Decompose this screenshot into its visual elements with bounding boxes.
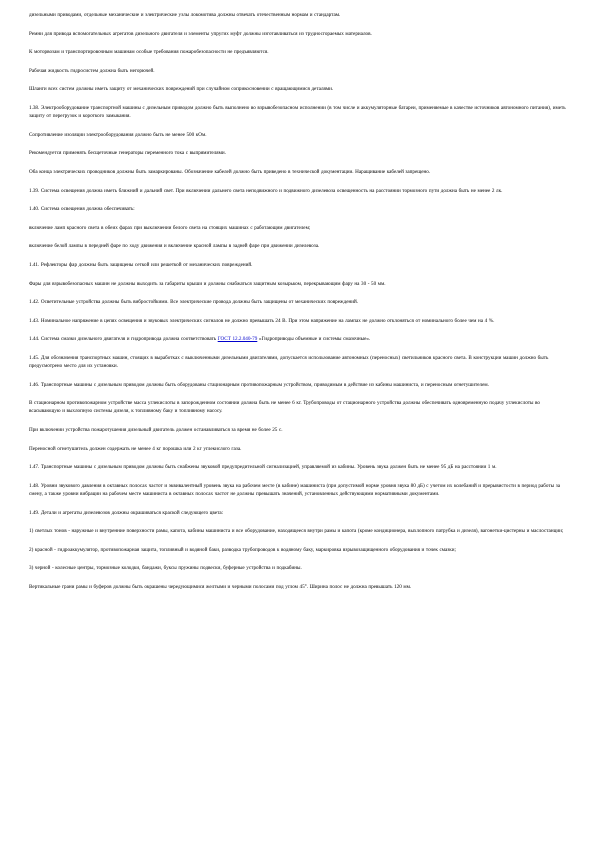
paragraph <box>29 104 567 120</box>
paragraph <box>29 242 567 250</box>
paragraph-text: 1.40. Система освещения должна обеспечивать: <box>29 206 135 213</box>
paragraph-text: 1.43. Номинальное напряжение в цепях освещения и звуковых электрических сигналов не должно превышать 24 В. При этом напряжение на лампах не должно отклоняться от номинального более чем на 4 %. <box>29 317 495 324</box>
paragraph-text: Вертикальные грани рамы и буферов должны быть окрашены чередующимися желтыми и черными полосами под углом 45°. Ширина полос не должна превышать 120 мм. <box>29 584 412 591</box>
paragraph <box>29 298 567 306</box>
paragraph <box>29 482 567 498</box>
paragraph-text: Оба конца электрических проводников должны быть замаркированы. Обозначение кабелей должно быть приведено в технической документации. Наращивание кабелей запрещено. <box>29 168 431 175</box>
paragraph-text: 1.42. Осветительные устройства должны быть вибростойкими. Все электрические провода должны быть защищены от механических повреждений. <box>29 299 359 306</box>
paragraph <box>29 85 567 93</box>
paragraph-text: 1.41. Рефлекторы фар должны быть защищены сеткой или решеткой от механических повреждений. <box>29 261 253 268</box>
paragraph <box>29 546 567 554</box>
paragraph <box>29 131 567 139</box>
paragraph-text: 1) светлых тонов - наружные и внутренние поверхности рамы, капота, кабины машиниста и все оборудование, находящееся внутри рамы и капота (кроме кондиционера, выхлопного патрубка и дизеля), вагонетки-цистерны и маслостанции; <box>29 528 564 535</box>
paragraph <box>29 463 567 471</box>
paragraph-text: 1.38. Электрооборудование транспортной машины с дизельным приводом должно быть выполнено во взрывобезопасном исполнении (в том числе и аккумуляторные батареи, применяемые в качестве источников автономного питания), иметь защиту от перегрузок и короткого замыкания. <box>29 104 566 120</box>
paragraph-text: 1.39. Система освещения должна иметь ближний и дальний свет. При включении дальнего света неподвижного и подвижного дизелевоза освещенность на расстоянии тормозного пути должна быть не менее 2 лк. <box>29 187 503 194</box>
paragraph-text: 1.44. Система смазки дизельного двигателя и гидропривода должна соответствовать <box>29 336 218 343</box>
paragraph-text: К моторвозам и транспортировочным машинам особые требования пожаробезопасности не предъявляются. <box>29 49 269 56</box>
paragraph-text: 3) черной - колесные центры, тормозные колодки, бандажи, буксы пружины подвески, буферные устройства и подкабины. <box>29 565 302 572</box>
paragraph-text: 2) красной - гидроаккумулятор, противопожарная защита, топливный и водяной баки, разводка трубопроводов к водяному баку, маркировка взрывозащищенного оборудования и точек смазки; <box>29 546 456 553</box>
paragraph <box>29 399 567 415</box>
paragraph-text: 1.45. Для обозначения транспортных машин, стоящих в выработках с выключенными дизельными двигателями, допускается использование автономных (переносных) светильников красного света. В конструкции машин должно быть предусмотрено место для их установки. <box>29 354 549 370</box>
paragraph <box>29 381 567 389</box>
paragraph <box>29 527 567 535</box>
paragraph-text: Шланги всех систем должны иметь защиту от механических повреждений при случайном соприкосновении с вращающимися деталями. <box>29 86 334 93</box>
paragraph <box>29 445 567 453</box>
paragraph <box>29 583 567 591</box>
paragraph <box>29 168 567 176</box>
paragraph-text: Переносной огнетушитель должен содержать не менее 4 кг порошка или 2 кг углекислого газа. <box>29 445 242 452</box>
paragraph-text: дизельными приводами, отдельные механические и электрические узлы локомотива должны отвечать отечественным нормам и стандартам. <box>29 12 341 18</box>
paragraph-text: Фары для взрывобезопасных машин не должны выходить за габариты крыши и должны снабжаться защитным козырьком, перекрывающим фару на 30 - 50 мм. <box>29 280 386 287</box>
paragraph-text: включение ламп красного света в обеих фарах при выключении белого света на стоящих машинах с работающим двигателем; <box>29 224 311 231</box>
paragraph-text: 1.46. Транспортные машины с дизельным приводом должны быть оборудованы стационарным противопожарным устройством, приводимым в действие из кабины машиниста, и переносным огнетушителем. <box>29 381 489 388</box>
paragraph <box>29 354 567 370</box>
paragraph-text: В стационарном противопожарном устройстве масса углекислоты в запорожденном состоянии должна быть не менее 6 кг. Трубопроводы от стационарного устройства должны обеспечивать одновременную подачу углекислоты во всасывающую и выхлопную системы дизеля, к топливному баку и топливному насосу. <box>29 400 541 415</box>
paragraph <box>29 261 567 269</box>
paragraph <box>29 67 567 75</box>
paragraph <box>29 224 567 232</box>
paragraph <box>29 317 567 325</box>
gost-link[interactable]: ГОСТ 12.2.040-79 <box>217 336 258 343</box>
paragraph-text: Рабочая жидкость гидросистем должна быть негорючей. <box>29 67 155 74</box>
paragraph <box>29 187 567 195</box>
paragraph-text: Рекомендуется применять бесщеточные генераторы переменного тока с выпрямителями. <box>29 150 226 157</box>
paragraph <box>29 280 567 288</box>
paragraph-text: «Гидроприводы объемные и системы смазочные». <box>257 336 371 343</box>
paragraph-text: включение белой лампы в передней фаре по ходу движения и включение красной лампы в задней фаре при движении дизелевоза. <box>29 243 320 250</box>
paragraph <box>29 205 567 213</box>
paragraph <box>29 11 567 19</box>
paragraph <box>29 335 567 343</box>
document-page <box>29 11 567 602</box>
paragraph <box>29 149 567 157</box>
paragraph-text: 1.47. Транспортные машины с дизельным приводом должны быть снабжены звуковой предупредительной сигнализацией, управляемой из кабины. Уровень звука должен быть не менее 95 дБ на расстоянии 1 м. <box>29 464 497 471</box>
paragraph <box>29 426 567 434</box>
paragraph <box>29 564 567 572</box>
paragraph <box>29 509 567 517</box>
paragraph <box>29 48 567 56</box>
paragraph <box>29 30 567 38</box>
paragraph-text: При включении устройства пожаротушения дизельный двигатель должен останавливаться за время не более 25 с. <box>29 427 283 434</box>
paragraph-text: Ремни для привода вспомогательных агрегатов дизельного двигателя и элементы упругих муфт должны изготавливаться из трудносгораемых материалов. <box>29 30 372 37</box>
paragraph-text: Сопротивление изоляции электрооборудования должно быть не менее 500 кОм. <box>29 131 207 138</box>
paragraph-text: 1.48. Уровни звукового давления в октавных полосах частот и эквивалентный уровень звука на рабочем месте (в кабине) машиниста (при допустимой норме уровня звука 80 дБ) с учетом их колебаний и прерывистости в период работы за смену, а также уровни вибрации на рабочем месте машиниста в октавных полосах частот не должны превышать значений, установленных действующими нормативными документами. <box>29 482 561 498</box>
paragraph-text: 1.49. Детали и агрегаты дизелевозов должны окрашиваться краской следующего цвета: <box>29 509 224 516</box>
